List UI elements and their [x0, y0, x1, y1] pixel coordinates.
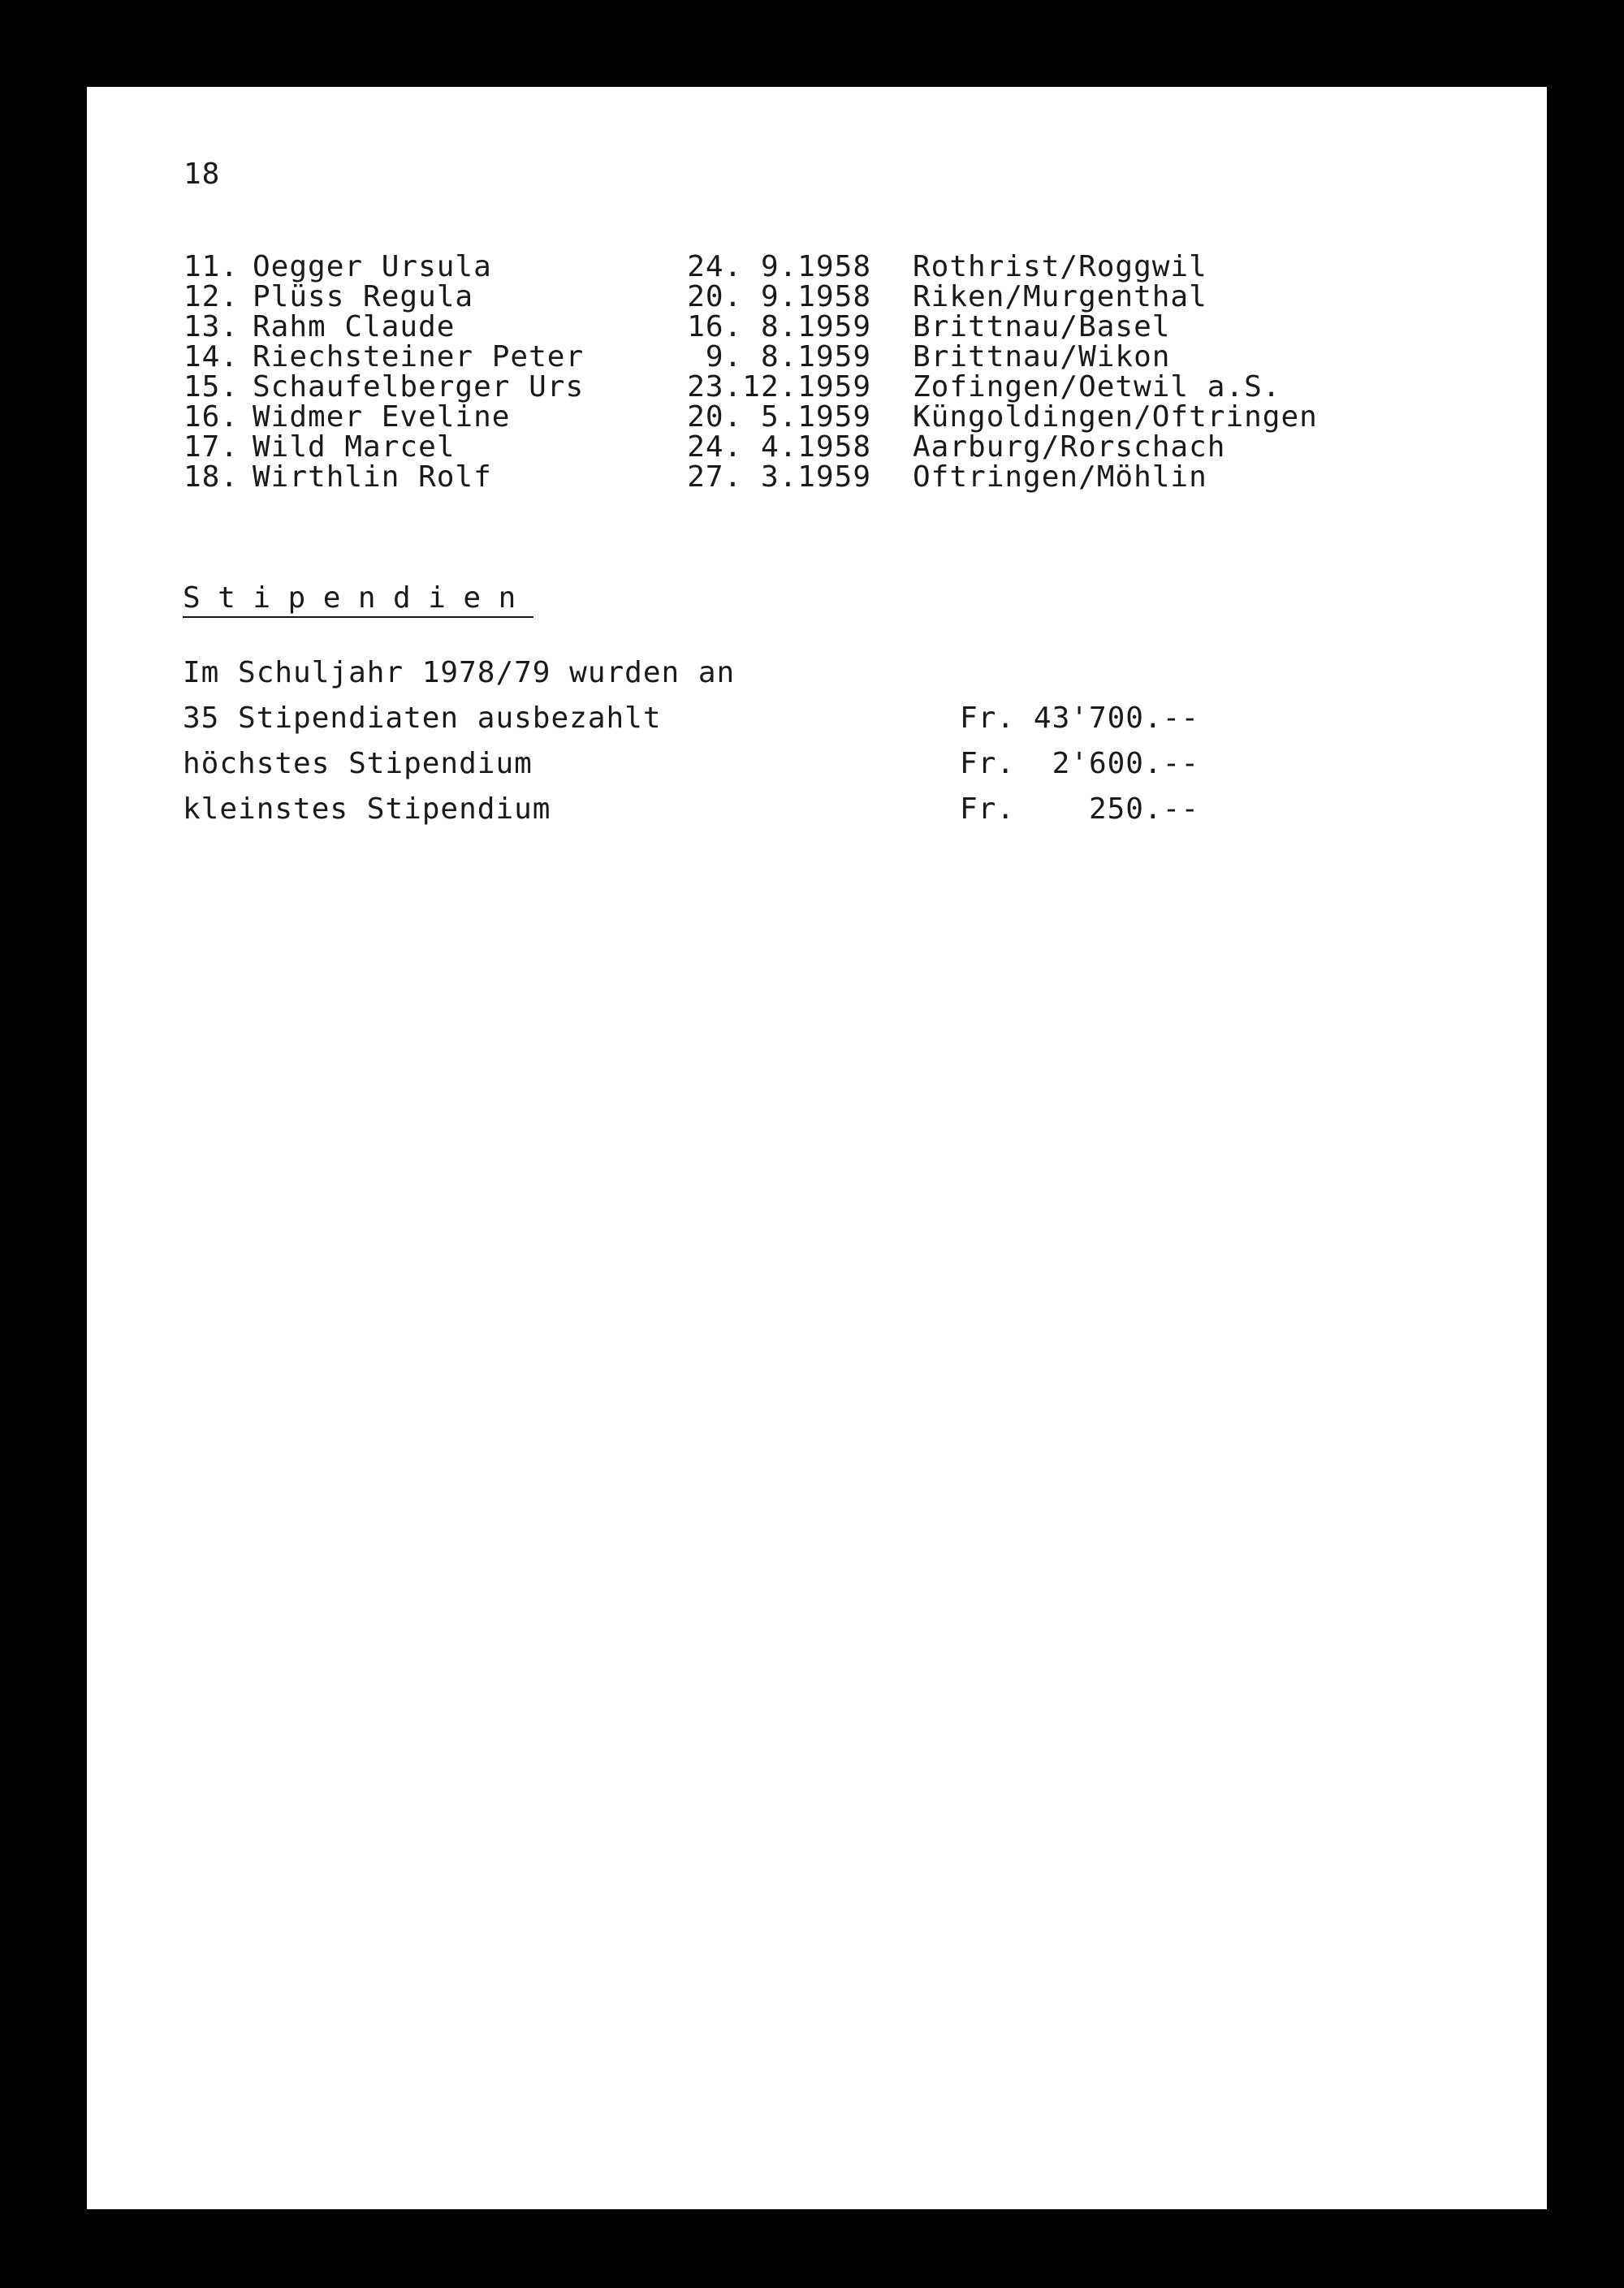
birth-date: 24. 4.1958: [687, 430, 871, 464]
summary-label: 35 Stipendiaten ausbezahlt: [183, 702, 662, 735]
entry-number: 11.: [184, 250, 240, 283]
entry-number: 14.: [184, 340, 240, 373]
birth-date: 16. 8.1959: [687, 310, 871, 343]
place-of-origin: Oftringen/Möhlin: [913, 460, 1207, 494]
birth-date: 24. 9.1958: [687, 250, 871, 283]
entry-number: 13.: [184, 310, 240, 343]
student-name: Riechsteiner Peter: [253, 340, 585, 373]
entry-number: 16.: [184, 400, 240, 434]
place-of-origin: Aarburg/Rorschach: [913, 430, 1226, 464]
birth-date: 20. 9.1958: [687, 280, 871, 313]
list-item: [184, 250, 1207, 283]
birth-date: 20. 5.1959: [687, 400, 871, 434]
place-of-origin: Küngoldingen/Oftringen: [913, 400, 1318, 434]
section-heading: Stipendien: [183, 584, 533, 618]
place-of-origin: Brittnau/Basel: [913, 310, 1171, 343]
summary-label: höchstes Stipendium: [183, 747, 533, 780]
scholarship-summary: [183, 656, 1199, 840]
birth-date: 9. 8.1959: [705, 340, 871, 373]
summary-row: [183, 747, 1199, 795]
student-name: Oegger Ursula: [253, 250, 492, 283]
birth-date: 23.12.1959: [687, 370, 871, 404]
summary-label: Im Schuljahr 1978/79 wurden an: [183, 656, 736, 689]
place-of-origin: Rothrist/Roggwil: [913, 250, 1207, 283]
list-item: [184, 400, 1318, 434]
list-item: [184, 340, 1171, 373]
summary-label: kleinstes Stipendium: [183, 792, 551, 826]
list-item: [184, 370, 1281, 404]
list-item: [184, 280, 1207, 313]
summary-row: [183, 656, 736, 704]
page-number: 18: [184, 158, 221, 191]
entry-number: 12.: [184, 280, 240, 313]
student-name: Plüss Regula: [253, 280, 474, 313]
list-item: [184, 430, 1226, 464]
entry-number: 17.: [184, 430, 240, 464]
student-list: [184, 250, 1318, 494]
summary-row: [183, 702, 1199, 749]
student-name: Rahm Claude: [253, 310, 456, 343]
amount-value: 250.--: [1088, 792, 1199, 826]
currency-label: Fr.: [960, 702, 1016, 735]
currency-label: Fr.: [960, 792, 1016, 826]
place-of-origin: Zofingen/Oetwil a.S.: [913, 370, 1281, 404]
entry-number: 15.: [184, 370, 240, 404]
student-name: Schaufelberger Urs: [253, 370, 585, 404]
student-name: Wirthlin Rolf: [253, 460, 492, 494]
student-name: Widmer Eveline: [253, 400, 511, 434]
place-of-origin: Brittnau/Wikon: [913, 340, 1171, 373]
currency-label: Fr.: [960, 747, 1016, 780]
summary-row: [183, 792, 1199, 840]
list-item: [184, 460, 1207, 494]
entry-number: 18.: [184, 460, 240, 494]
list-item: [184, 310, 1171, 343]
student-name: Wild Marcel: [253, 430, 456, 464]
document-page: [87, 87, 1547, 2209]
place-of-origin: Riken/Murgenthal: [913, 280, 1207, 313]
amount-value: 43'700.--: [1033, 702, 1199, 735]
amount-value: 2'600.--: [1052, 747, 1199, 780]
birth-date: 27. 3.1959: [687, 460, 871, 494]
